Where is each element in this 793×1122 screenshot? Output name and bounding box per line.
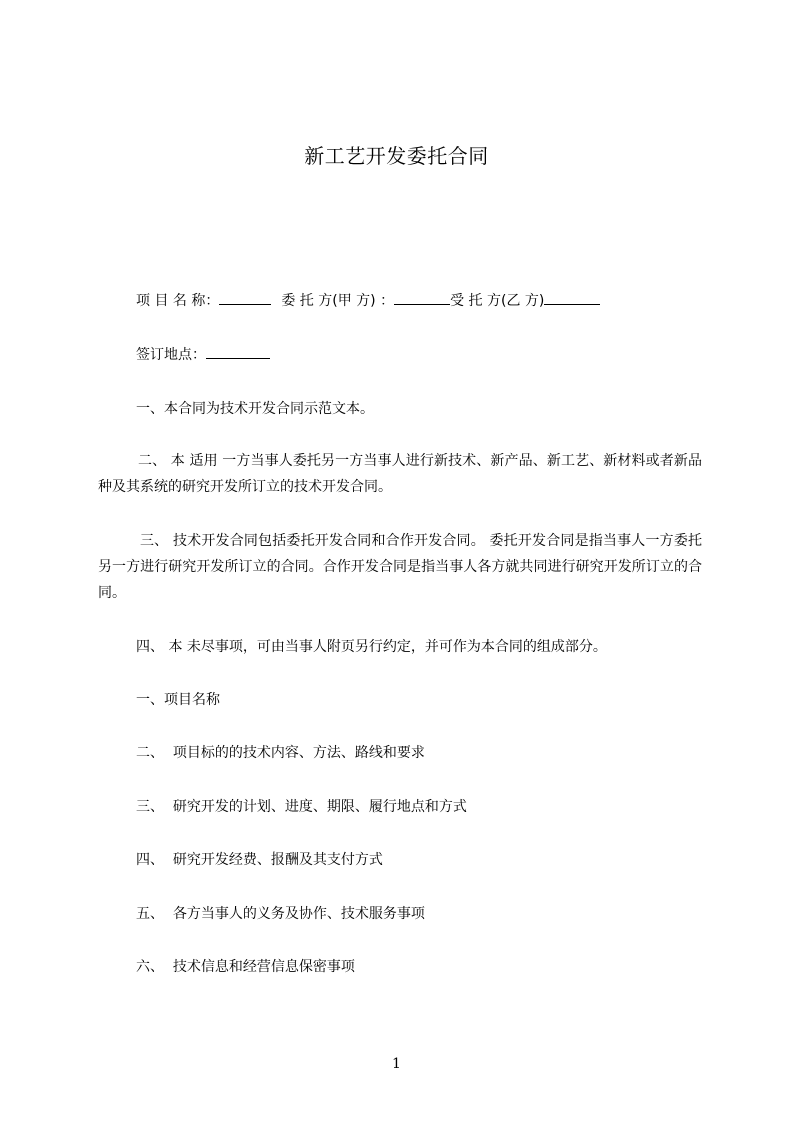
note-4: 四、 本 未尽事项，可由当事人附页另行约定，并可作为本合同的组成部分。: [136, 639, 607, 655]
sign-place-label: 签订地点：: [136, 347, 206, 363]
sign-place-blank[interactable]: [206, 344, 270, 359]
section-heading: 五、 各方当事人的义务及协作、技术服务事项: [136, 906, 425, 922]
note-1: 一、本合同为技术开发合同示范文本。: [136, 401, 374, 417]
client-label: 委 托 方(甲 方) ：: [281, 293, 395, 309]
client-blank[interactable]: [394, 290, 450, 305]
section-heading: 四、 研究开发经费、报酬及其支付方式: [136, 852, 383, 868]
project-name-blank[interactable]: [219, 290, 271, 305]
sign-place-row: [136, 344, 270, 365]
note-3: 三、 技术开发合同包括委托开发合同和合作开发合同。 委托开发合同是指当事人一方委托另一方进行研究开发所订立的合同。合作开发合同是指当事人各方就共同进行研究开发所订立的合同。: [98, 533, 702, 601]
header-fields-row: [136, 290, 600, 311]
page-number: 1: [392, 1056, 401, 1072]
section-heading: 一、项目名称: [136, 692, 220, 708]
section-heading: 二、 项目标的的技术内容、方法、路线和要求: [136, 745, 425, 761]
contractor-label: 受 托 方(乙 方): [450, 293, 545, 309]
document-title: 新工艺开发委托合同: [304, 144, 489, 168]
note-2: 二、 本 适用 一方当事人委托另一方当事人进行新技术、新产品、新工艺、新材料或者新品种及其系统的研究开发所订立的技术开发合同。: [98, 453, 702, 495]
section-heading: 三、 研究开发的计划、进度、期限、履行地点和方式: [136, 799, 467, 815]
section-heading: 六、 技术信息和经营信息保密事项: [136, 959, 355, 975]
contractor-blank[interactable]: [544, 290, 600, 305]
project-name-label: 项 目 名 称：: [136, 293, 220, 309]
